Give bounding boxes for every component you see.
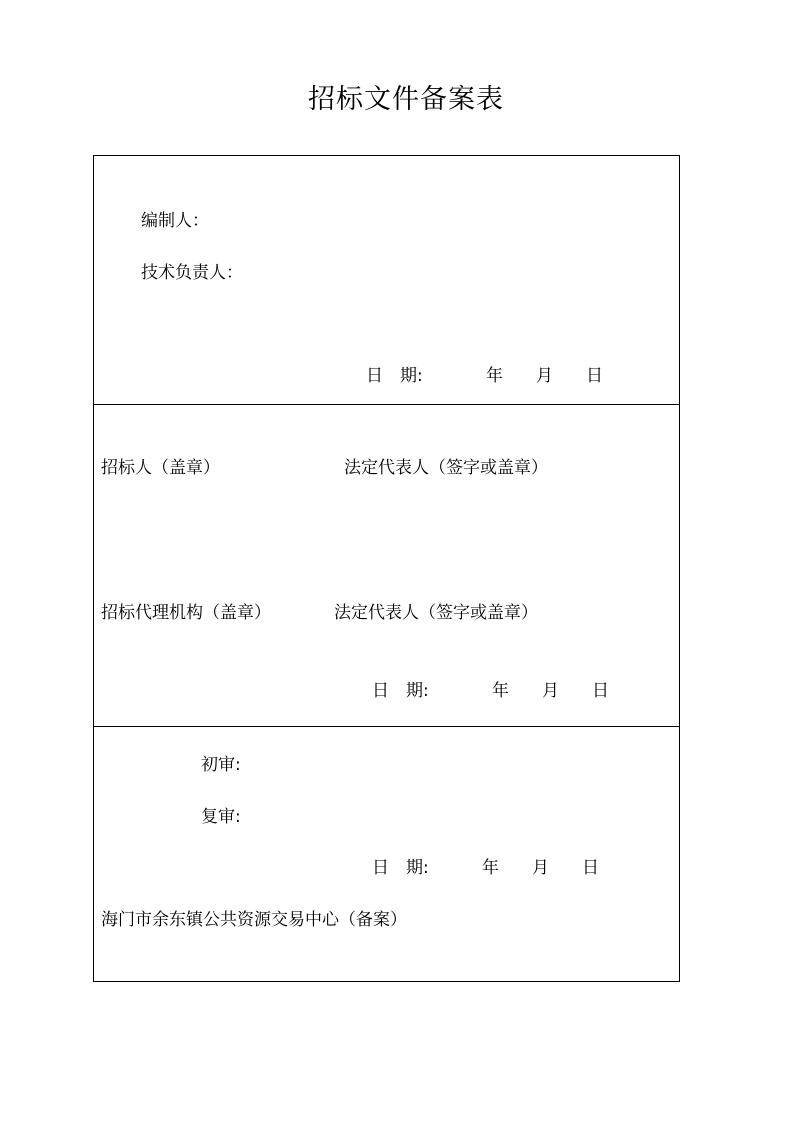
date-day: 日 [586, 366, 603, 386]
tenderer-rep-label: 法定代表人（签字或盖章） [344, 458, 548, 478]
tenderer-label: 招标人（盖章） [101, 458, 220, 478]
parties-section [94, 405, 679, 727]
compile-section [94, 156, 679, 405]
date-day: 日 [582, 858, 599, 878]
date-year: 年 [486, 366, 503, 386]
parties-date-row [94, 680, 679, 702]
date-month: 月 [536, 366, 553, 386]
review-section [94, 727, 679, 982]
first-review-label: 初审: [201, 755, 241, 775]
date-year: 年 [492, 681, 509, 701]
tech-lead-label: 技术负责人： [141, 263, 243, 283]
date-day: 日 [592, 681, 609, 701]
compiler-label: 编制人： [141, 211, 209, 231]
date-label: 日 期: [366, 366, 423, 386]
date-year: 年 [482, 858, 499, 878]
resource-center-label: 海门市余东镇公共资源交易中心（备案） [101, 910, 407, 930]
date-month: 月 [542, 681, 559, 701]
second-review-label: 复审: [201, 807, 241, 827]
agency-rep-label: 法定代表人（签字或盖章） [334, 603, 538, 623]
review-date-row [94, 857, 679, 879]
date-label: 日 期: [372, 681, 429, 701]
filing-form-table [93, 155, 680, 982]
date-month: 月 [532, 858, 549, 878]
agency-label: 招标代理机构（盖章） [101, 603, 271, 623]
date-label: 日 期: [372, 858, 429, 878]
compile-date-row [94, 365, 679, 387]
page-title: 招标文件备案表 [308, 84, 504, 115]
